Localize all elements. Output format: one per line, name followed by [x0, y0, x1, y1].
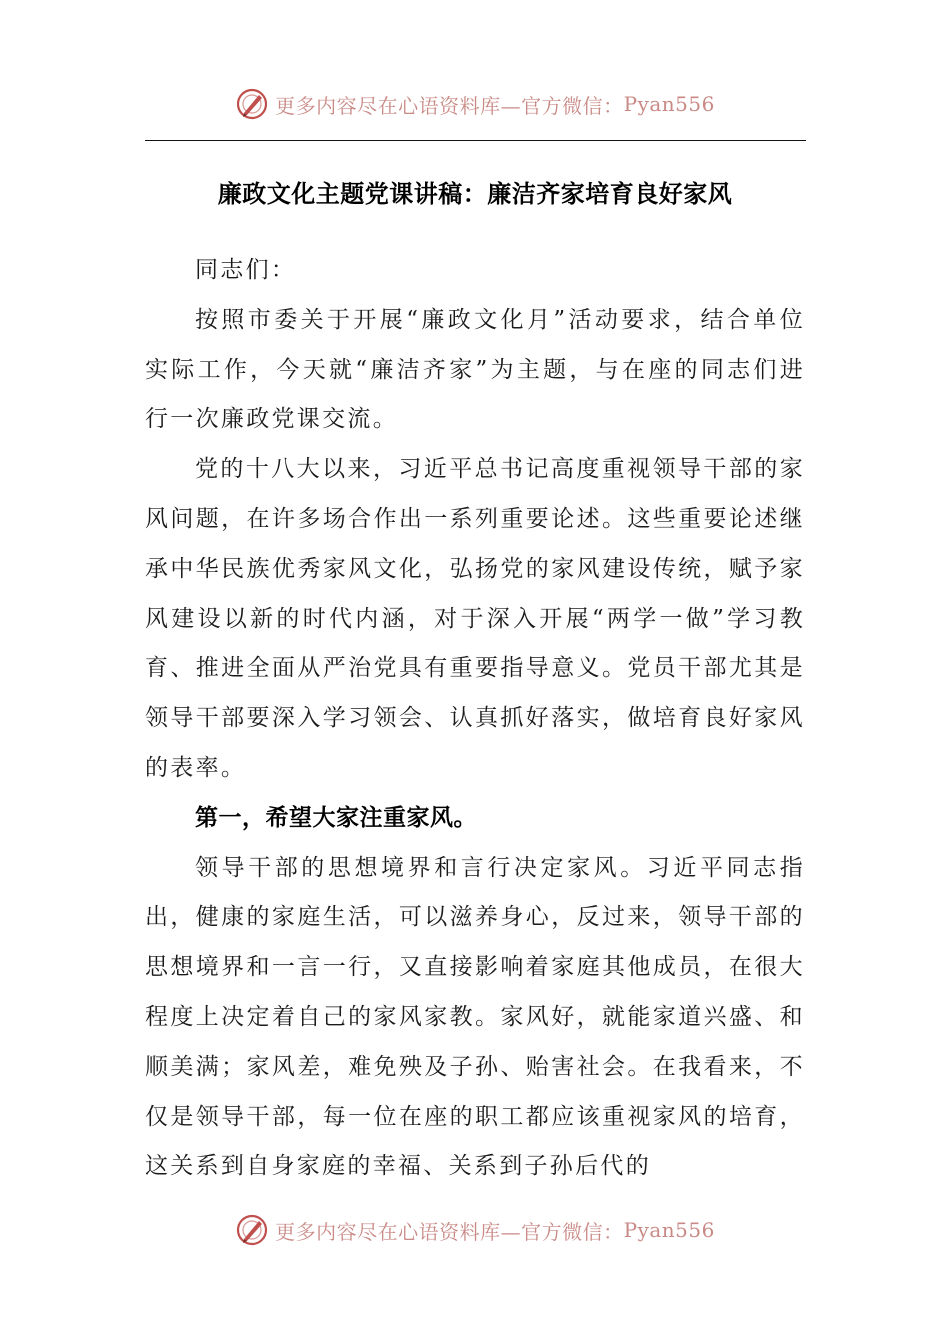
- paragraph-first-section: 领导干部的思想境界和言行决定家风。习近平同志指出，健康的家庭生活，可以滋养身心，反过来，领导干部的思想境界和一言一行，又直接影响着家庭其他成员，在很大程度上决定着自己的家风家教。家风好，就能家道兴盛、和顺美满；家风差，难免殃及子孙、贻害社会。在我看来，不仅是领导干部，每一位在座的职工都应该重视家风的培育，这关系到自身家庭的幸福、关系到子孙后代的: [145, 854, 805, 1180]
- header-watermark: [0, 84, 950, 124]
- watermark-wechat-id: Pyan556: [623, 92, 715, 116]
- watermark-text: 更多内容尽在心语资料库—官方微信：: [275, 93, 624, 118]
- watermark-text: 更多内容尽在心语资料库—官方微信：: [275, 1219, 624, 1244]
- pen-circle-logo-icon: [235, 87, 269, 121]
- document-body: [145, 246, 805, 1192]
- watermark-wechat-id: Pyan556: [623, 1218, 715, 1242]
- paragraph-background: 党的十八大以来，习近平总书记高度重视领导干部的家风问题，在许多场合作出一系列重要论述。这些重要论述继承中华民族优秀家风文化，弘扬党的家风建设传统，赋予家风建设以新的时代内涵，对于深入开展“两学一做”学习教育、推进全面从严治党具有重要指导意义。党员干部尤其是领导干部要深入学习领会、认真抓好落实，做培育良好家风的表率。: [145, 456, 805, 781]
- section-heading-first: 第一，希望大家注重家风。: [195, 804, 477, 831]
- header-divider: [145, 140, 806, 141]
- footer-watermark: [0, 1210, 950, 1250]
- paragraph-intro: 按照市委关于开展“廉政文化月”活动要求，结合单位实际工作，今天就“廉洁齐家”为主题，与在座的同志们进行一次廉政党课交流。: [145, 306, 805, 433]
- paragraph-salutation: 同志们：: [195, 257, 297, 283]
- document-title: 廉政文化主题党课讲稿：廉洁齐家培育良好家风: [217, 179, 733, 208]
- pen-circle-logo-icon: [235, 1213, 269, 1247]
